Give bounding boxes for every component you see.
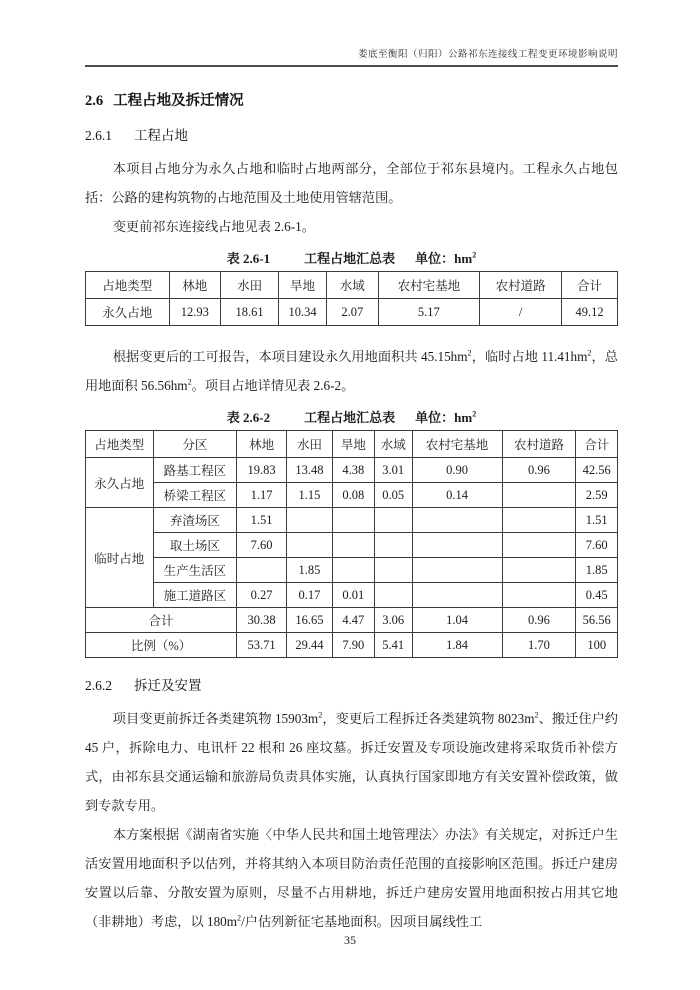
- table-cell: [412, 583, 502, 608]
- table-cell: 42.56: [576, 458, 618, 483]
- table-cell: [412, 533, 502, 558]
- table2-caption-unit: 单位：hm: [415, 410, 473, 425]
- table2-caption-label: 表 2.6-2: [226, 410, 271, 425]
- table-cell: /: [480, 299, 562, 326]
- table-cell: [502, 583, 576, 608]
- table-cell: 5.17: [378, 299, 480, 326]
- column-header: 分区: [153, 431, 237, 458]
- table-header-row: [86, 431, 618, 458]
- page-number: 35: [344, 933, 356, 947]
- paragraph-land-overview: 本项目占地分为永久占地和临时占地两部分，全部位于祁东县境内。工程永久占地包括：公路的建构筑物的占地范围及土地使用管辖范围。: [85, 161, 618, 205]
- table-cell: 1.84: [412, 633, 502, 658]
- column-header: 林地: [169, 272, 221, 299]
- table1-caption-unit: 单位：hm: [415, 251, 473, 266]
- column-header: 水田: [287, 431, 333, 458]
- table-cell: 0.17: [287, 583, 333, 608]
- column-header: 农村宅基地: [378, 272, 480, 299]
- table-cell: [332, 558, 374, 583]
- table-cell: 施工道路区: [153, 583, 237, 608]
- table-cell: [374, 558, 412, 583]
- table-cell: 0.01: [332, 583, 374, 608]
- table-cell: 桥梁工程区: [153, 483, 237, 508]
- section-title: 工程占地: [134, 128, 188, 143]
- table-cell: 0.14: [412, 483, 502, 508]
- table-cell: 1.17: [237, 483, 287, 508]
- table-cell: 7.60: [576, 533, 618, 558]
- table1-caption-unit-sup: 2: [472, 250, 477, 260]
- table-2-6-1: [85, 271, 618, 326]
- table-cell: 0.96: [502, 458, 576, 483]
- table-cell: 0.08: [332, 483, 374, 508]
- table-cell: 53.71: [237, 633, 287, 658]
- column-header: 水田: [221, 272, 279, 299]
- table-cell: 19.83: [237, 458, 287, 483]
- section-heading-2-6: [85, 89, 618, 110]
- table-cell: 4.47: [332, 608, 374, 633]
- row-group-permanent: 永久占地: [86, 458, 154, 508]
- table-cell: [287, 533, 333, 558]
- table-cell: 0.05: [374, 483, 412, 508]
- table-row: [86, 533, 618, 558]
- table-cell: 1.04: [412, 608, 502, 633]
- paragraph-table1-ref: 变更前祁东连接线占地见表 2.6-1。: [112, 219, 315, 234]
- section-number: 2.6.1: [85, 128, 112, 143]
- running-header: [85, 46, 618, 67]
- table-cell: 13.48: [287, 458, 333, 483]
- column-header: 农村宅基地: [412, 431, 502, 458]
- table-row: [86, 583, 618, 608]
- column-header: 占地类型: [86, 272, 170, 299]
- column-header: 合计: [576, 431, 618, 458]
- section-heading-2-6-1: [85, 124, 618, 144]
- table-cell: [502, 533, 576, 558]
- table-cell: 1.51: [237, 508, 287, 533]
- column-header: 旱地: [279, 272, 327, 299]
- paragraph-resettlement: 本方案根据《湖南省实施〈中华人民共和国土地管理法〉办法》有关规定，对拆迁户生活安置用地面积予以估列，并将其纳入本项目防治责任范围的直接影响区范围。拆迁户建房安置以后靠、分散安置为原则，尽量不占用耕地，拆迁户建房安置用地面积按占用其它地（非耕地）考虑，以 $180m^2/$户估列新征宅基地面积。因项目属线性工: [85, 827, 618, 929]
- table-cell: 7.90: [332, 633, 374, 658]
- table1-caption: [85, 248, 618, 267]
- column-header: 水域: [374, 431, 412, 458]
- table-cell: 56.56: [576, 608, 618, 633]
- table-cell: 取土场区: [153, 533, 237, 558]
- table-cell: 0.45: [576, 583, 618, 608]
- paragraph-post-change-areas: 根据变更后的工可报告，本项目建设永久用地面积共 $45.15hm^2$，临时占地 $11.41hm^2$，总用地面积 $56.56hm^2$。项目占地详情见表 2.6-2。: [85, 348, 618, 393]
- table-cell: 4.38: [332, 458, 374, 483]
- table-cell: [374, 583, 412, 608]
- column-header: 水域: [326, 272, 378, 299]
- table-cell: 0.96: [502, 608, 576, 633]
- table-cell: 49.12: [562, 299, 618, 326]
- column-header: 农村道路: [480, 272, 562, 299]
- table-cell: 18.61: [221, 299, 279, 326]
- table-cell: 2.07: [326, 299, 378, 326]
- column-header: 农村道路: [502, 431, 576, 458]
- section-number: 2.6: [85, 93, 104, 109]
- table-header-row: [86, 272, 618, 299]
- table-cell: 3.06: [374, 608, 412, 633]
- table-cell: [412, 508, 502, 533]
- table-cell: 弃渣场区: [153, 508, 237, 533]
- table-cell: 1.85: [576, 558, 618, 583]
- table-row: [86, 299, 618, 326]
- column-header: 旱地: [332, 431, 374, 458]
- table-cell: 1.51: [576, 508, 618, 533]
- table-cell: 100: [576, 633, 618, 658]
- table-cell: 3.01: [374, 458, 412, 483]
- table-total-row: [86, 608, 618, 633]
- table2-caption-title: 工程占地汇总表: [304, 410, 396, 425]
- table-cell: 29.44: [287, 633, 333, 658]
- total-label: 合计: [86, 608, 237, 633]
- row-group-temporary: 临时占地: [86, 508, 154, 608]
- table-row: [86, 483, 618, 508]
- ratio-label: 比例（%）: [86, 633, 237, 658]
- column-header: 占地类型: [86, 431, 154, 458]
- section-title: 拆迁及安置: [134, 678, 202, 693]
- table-cell: 30.38: [237, 608, 287, 633]
- table2-caption-unit-sup: 2: [472, 409, 477, 419]
- table-cell: [502, 483, 576, 508]
- table-cell: 0.90: [412, 458, 502, 483]
- table-cell: [374, 533, 412, 558]
- table-2-6-2: [85, 430, 618, 658]
- table-row: [86, 508, 618, 533]
- table-ratio-row: [86, 633, 618, 658]
- table-cell: 1.15: [287, 483, 333, 508]
- table-cell: [237, 558, 287, 583]
- section-number: 2.6.2: [85, 678, 112, 693]
- table-cell: 10.34: [279, 299, 327, 326]
- table1-caption-title: 工程占地汇总表: [304, 251, 396, 266]
- table-cell: 16.65: [287, 608, 333, 633]
- table-cell: 0.27: [237, 583, 287, 608]
- table-cell: 12.93: [169, 299, 221, 326]
- table-cell: 1.70: [502, 633, 576, 658]
- table-cell: [374, 508, 412, 533]
- column-header: 林地: [237, 431, 287, 458]
- table-cell: 路基工程区: [153, 458, 237, 483]
- table-cell: [332, 533, 374, 558]
- table-row: [86, 458, 618, 483]
- paragraph-demolition: 项目变更前拆迁各类建筑物 $15903m^2$，变更后工程拆迁各类建筑物 $8023m^2$、搬迁住户约 45 户，拆除电力、电讯杆 22 根和 26 座坟墓。拆迁安置及专项设施改建将采取货币补偿方式，由祁东县交通运输和旅游局负责具体实施，认真执行国家即地方有关安置补偿政策，做到专款专用。: [85, 710, 618, 813]
- table-cell: [412, 558, 502, 583]
- table1-caption-label: 表 2.6-1: [226, 251, 271, 266]
- table-cell: 2.59: [576, 483, 618, 508]
- table-cell: 1.85: [287, 558, 333, 583]
- table-cell: 7.60: [237, 533, 287, 558]
- table-cell: 永久占地: [86, 299, 170, 326]
- table-row: [86, 558, 618, 583]
- table-cell: [502, 508, 576, 533]
- table-cell: 5.41: [374, 633, 412, 658]
- table-cell: 生产生活区: [153, 558, 237, 583]
- running-header-title: 娄底至衡阳（归阳）公路祁东连接线工程变更环境影响说明: [357, 50, 618, 60]
- table-cell: [287, 508, 333, 533]
- column-header: 合计: [562, 272, 618, 299]
- section-title: 工程占地及拆迁情况: [113, 93, 244, 109]
- table-cell: [502, 558, 576, 583]
- table2-caption: [85, 407, 618, 426]
- table-cell: [332, 508, 374, 533]
- section-heading-2-6-2: [85, 674, 618, 694]
